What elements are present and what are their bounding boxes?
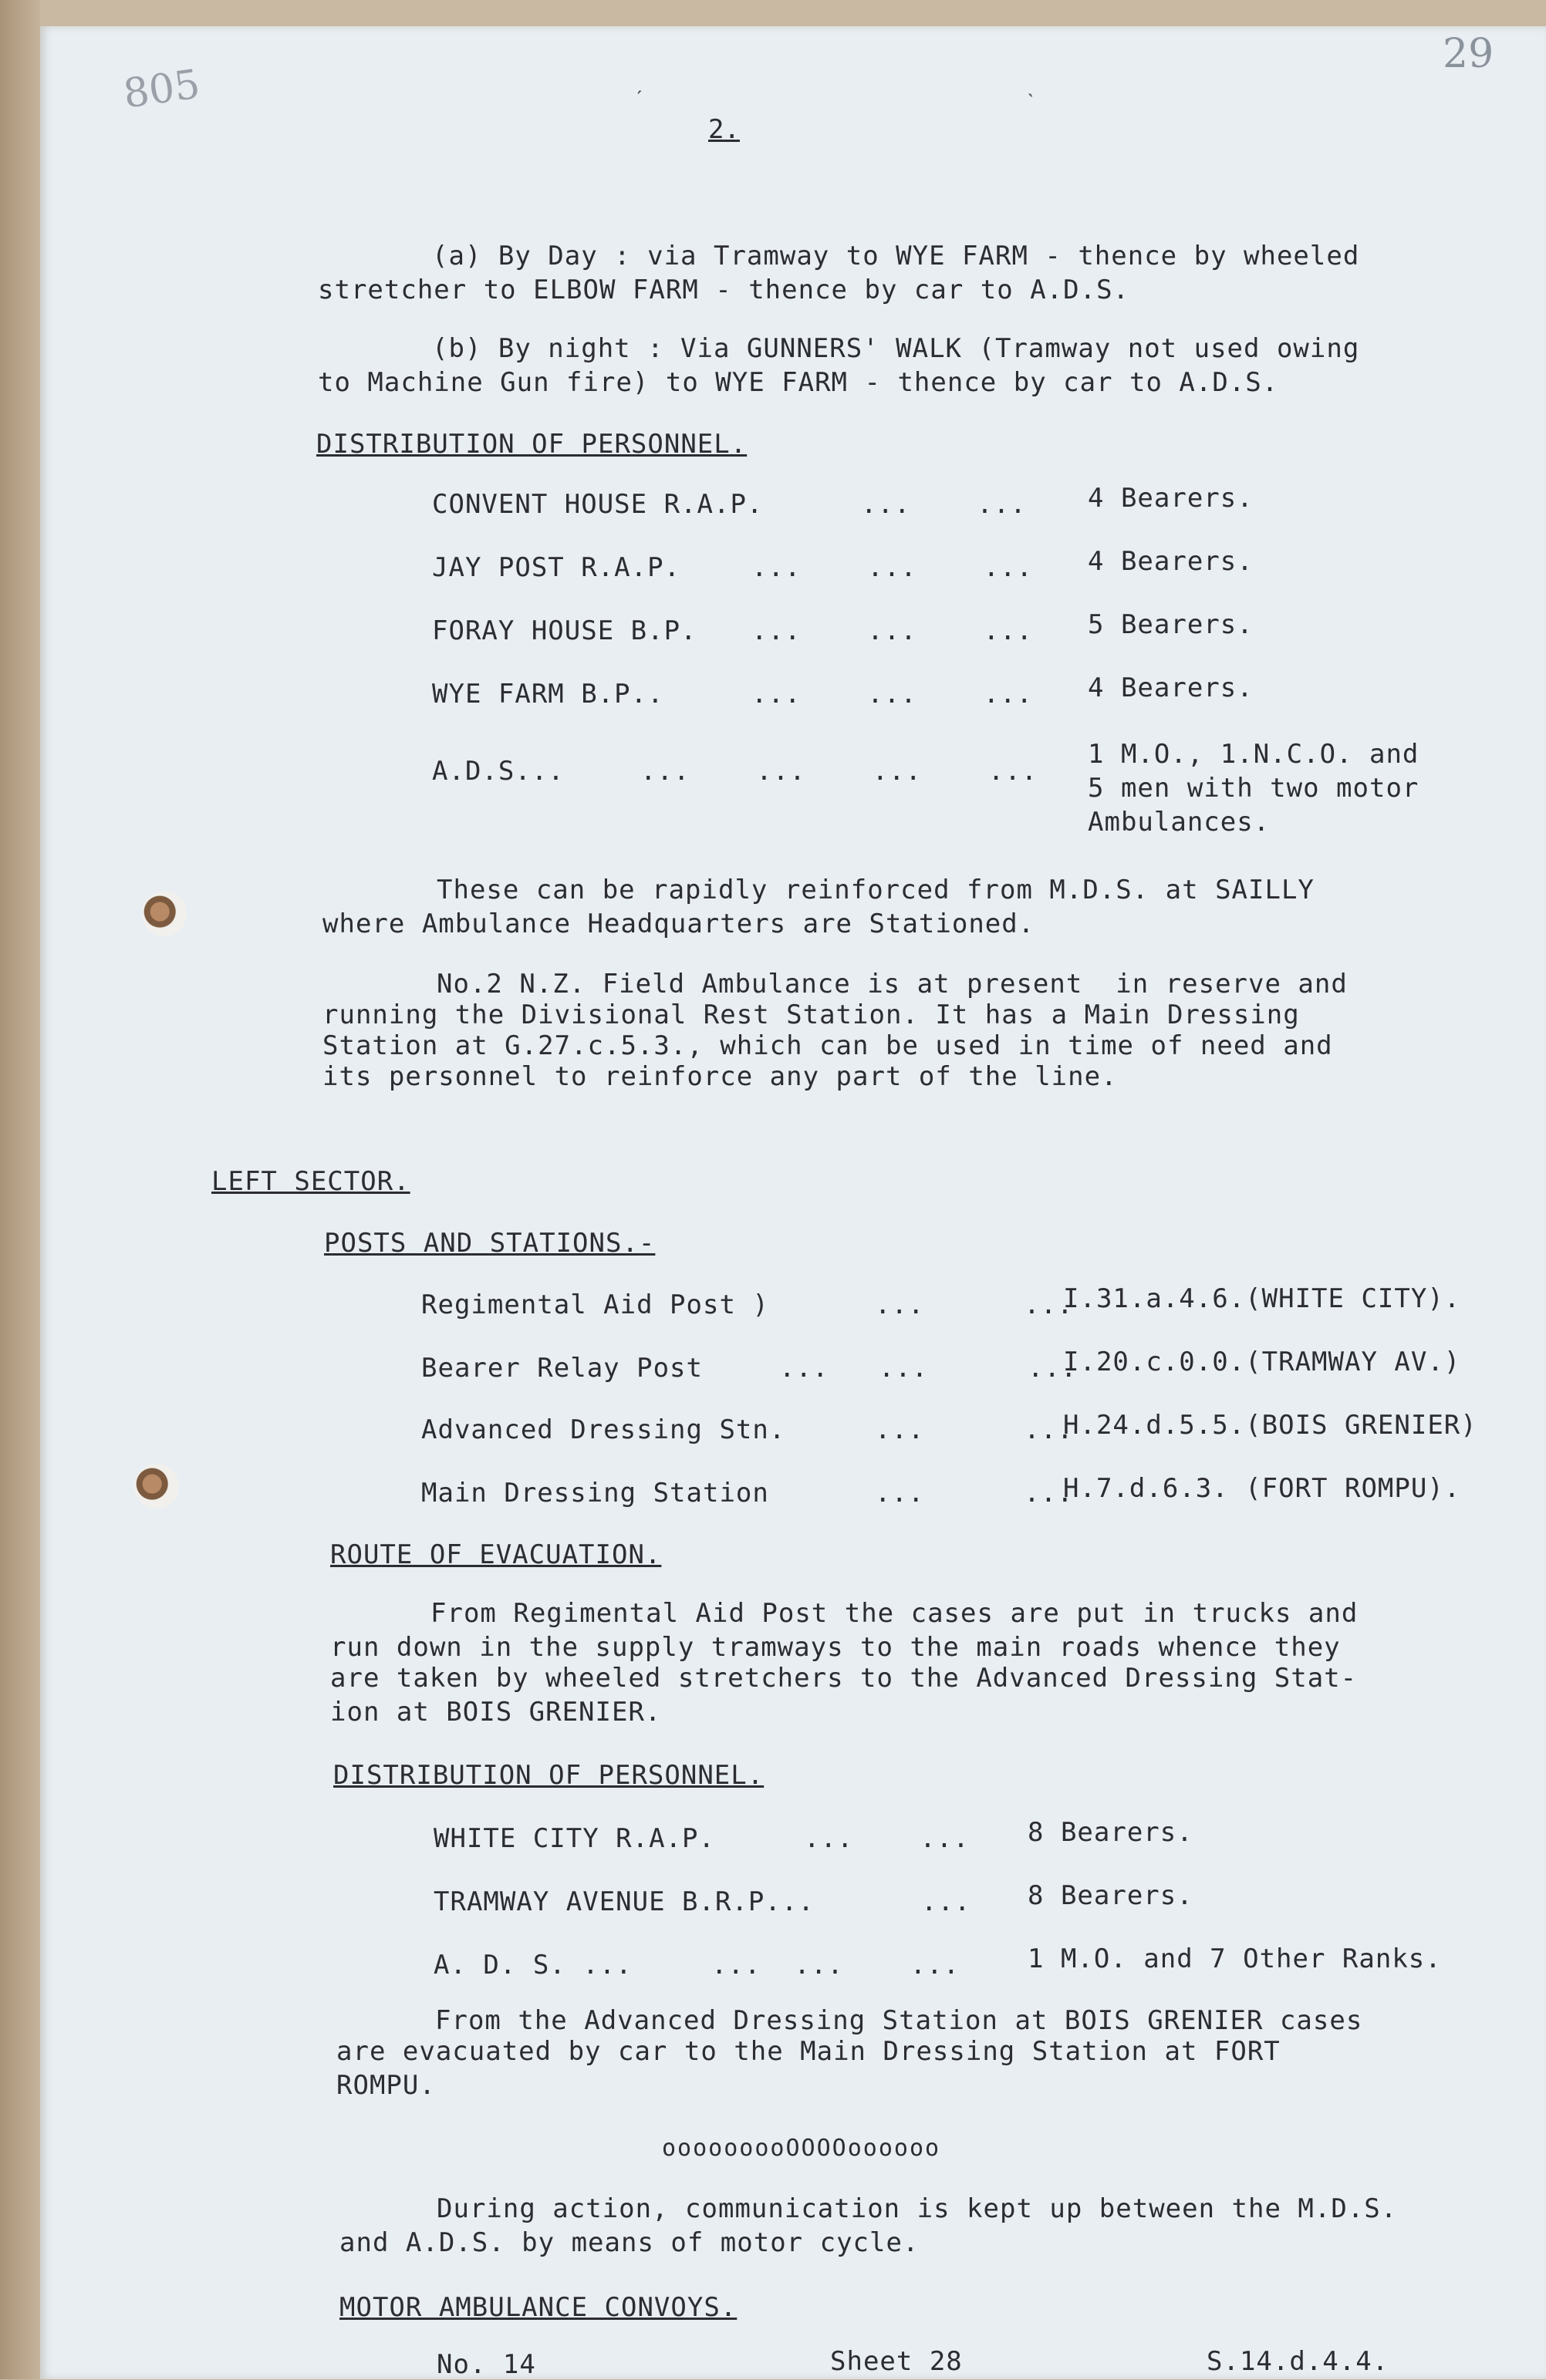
archive-number: 805 [120,61,203,118]
nz-ambulance-line4: its personnel to reinforce any part of the line. [322,1061,1118,1092]
ads-detail-line2: 5 men with two motor [1088,773,1419,804]
section-divider: ooooooooOOOOoooooo [662,2135,941,2162]
post-dots: ... ... ... [779,1353,1078,1384]
action-line2: and A.D.S. by means of motor cycle. [339,2227,920,2258]
action-line1: During action, communication is kept up between the M.D.S. [437,2193,1398,2224]
route-b-line2: to Machine Gun fire) to WYE FARM - thence by car to A.D.S. [318,367,1279,398]
ads-evacuation-line1: From the Advanced Dressing Station at BOIS GRENIER cases [435,2005,1363,2036]
route-line3: are taken by wheeled stretchers to the Advanced Dressing Stat- [330,1663,1358,1694]
post-map-reference: I.20.c.0.0.(TRAMWAY AV.) [1063,1347,1461,1377]
page-edge-shadow [0,0,40,2379]
left-distribution-dots: ... ... ... [711,1950,960,1981]
reinforce-line2: where Ambulance Headquarters are Stationed. [322,909,1035,939]
staple-mark: ˊ [633,86,647,113]
reinforce-line1: These can be rapidly reinforced from M.D.S. at SAILLY [437,875,1315,905]
convoys-heading: MOTOR AMBULANCE CONVOYS. [339,2292,738,2323]
left-distribution-value: 8 Bearers. [1028,1880,1193,1911]
page-number: 2. [708,114,740,145]
post-name: Regimental Aid Post ) [421,1289,769,1320]
nz-ambulance-line2: running the Divisional Rest Station. It has a Main Dressing [322,1000,1300,1030]
left-distribution-place: A. D. S. ... [434,1950,633,1981]
posts-stations-heading: POSTS AND STATIONS.- [324,1228,656,1259]
left-distribution-heading: DISTRIBUTION OF PERSONNEL. [333,1760,765,1791]
ads-evacuation-line3: ROMPU. [336,2070,436,2101]
distribution-value: 5 Bearers. [1088,609,1254,640]
distribution-value: 1 M.O., 1.N.C.O. and [1088,739,1419,770]
distribution-dots: ... ... ... ... [640,756,1038,787]
route-a-line2: stretcher to ELBOW FARM - thence by car to A.D.S. [318,275,1130,305]
distribution-place: FORAY HOUSE B.P. [432,615,697,646]
nz-ambulance-line3: Station at G.27.c.5.3., which can be used in time of need and [322,1030,1333,1061]
left-distribution-dots: ... [921,1886,971,1917]
distribution-value: 4 Bearers. [1088,546,1254,577]
convoy-map-reference: S.14.d.4.4. [1207,2346,1389,2377]
post-dots: ... ... [875,1414,1074,1445]
distribution-heading: DISTRIBUTION OF PERSONNEL. [316,429,748,460]
distribution-value: 4 Bearers. [1088,483,1254,514]
left-distribution-place: WHITE CITY R.A.P. [434,1823,715,1854]
route-line2: run down in the supply tramways to the main roads whence they [330,1632,1341,1663]
document-page [40,26,1546,2379]
post-dots: ... ... [875,1478,1074,1509]
folio-number: 29 [1443,31,1494,77]
distribution-dots: ... ... ... [751,615,1033,646]
distribution-dots: ... ... ... [751,679,1033,710]
left-distribution-value: 1 M.O. and 7 Other Ranks. [1028,1943,1442,1974]
post-map-reference: I.31.a.4.6.(WHITE CITY). [1063,1283,1461,1314]
left-distribution-place: TRAMWAY AVENUE B.R.P... [434,1886,815,1917]
post-name: Advanced Dressing Stn. [421,1414,786,1445]
route-line4: ion at BOIS GRENIER. [330,1697,662,1728]
punch-hole [142,892,187,936]
post-name: Main Dressing Station [421,1478,769,1509]
punch-hole [134,1464,179,1509]
ads-detail-line3: Ambulances. [1088,807,1271,838]
route-heading: ROUTE OF EVACUATION. [330,1539,662,1570]
distribution-dots: ... ... ... [751,552,1033,583]
left-sector-heading: LEFT SECTOR. [211,1166,410,1197]
distribution-place: CONVENT HOUSE R.A.P. [432,489,764,520]
post-name: Bearer Relay Post [421,1353,703,1384]
distribution-place: A.D.S... [432,756,565,787]
route-line1: From Regimental Aid Post the cases are put in trucks and [430,1598,1359,1629]
route-a-line1: (a) By Day : via Tramway to WYE FARM - thence by wheeled [432,241,1360,271]
ads-evacuation-line2: are evacuated by car to the Main Dressing Station at FORT [336,2036,1281,2067]
staple-mark: ˋ [1024,89,1039,116]
post-map-reference: H.24.d.5.5.(BOIS GRENIER) [1063,1410,1477,1441]
route-b-line1: (b) By night : Via GUNNERS' WALK (Tramway not used owing [432,333,1360,364]
distribution-place: JAY POST R.A.P. [432,552,681,583]
post-dots: ... ... [875,1289,1074,1320]
distribution-place: WYE FARM B.P.. [432,679,664,710]
distribution-value: 4 Bearers. [1088,673,1254,703]
convoy-number: No. 14 [437,2349,536,2380]
nz-ambulance-line1: No.2 N.Z. Field Ambulance is at present in reserve and [437,969,1348,1000]
convoy-sheet: Sheet 28 [830,2346,963,2377]
left-distribution-dots: ... ... [804,1823,970,1854]
distribution-dots: ... ... [861,489,1027,520]
left-distribution-value: 8 Bearers. [1028,1817,1193,1848]
post-map-reference: H.7.d.6.3. (FORT ROMPU). [1063,1473,1461,1504]
